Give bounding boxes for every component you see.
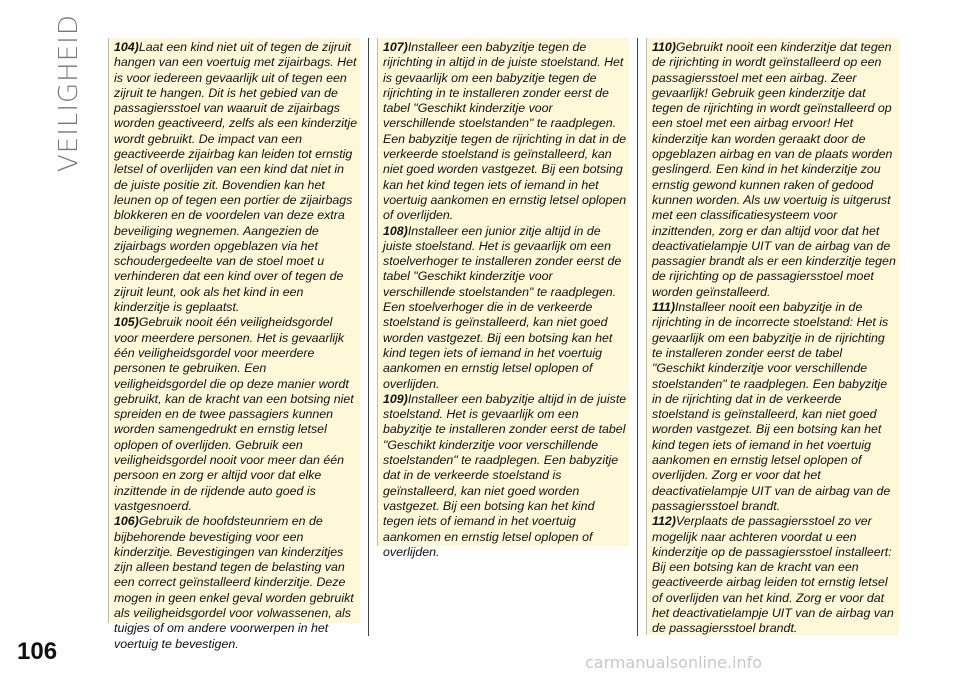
text-column-2: [383, 40, 628, 560]
warning-text: Verplaats de passagiersstoel zo ver mogelijk naar achteren voordat u een kinderzitje op de passagiersstoel installeert: Bij een botsing kan de kracht van een geactiveerde airbag leiden tot ernstig letsel of overlijden van het kind. Zorg er voor dat het deactivatielampje UIT van de airbag van de passagiersstoel brandt.: [652, 514, 894, 636]
warning-text: Installeer nooit een babyzitje in de rijrichting in de incorrecte stoelstand: Het is gevaarlijk om een babyzitje in de rijrichting te installeren zonder eerst de tabel "Geschikt kinderzitje voor verschillende stoelstanden" te raadplegen. Een babyzitje in de rijrichting dat in de verkeerde stoelstand is geïnstalleerd, kan niet goed worden vastgezet. Bij een botsing kan het kind tegen iets of iemand in het voertuig aankomen en ernstig letsel oplopen of overlijden. Zorg er voor dat het deactivatielampje UIT van de airbag van de passagiersstoel brandt.: [652, 300, 891, 513]
warning-number: 105): [114, 315, 139, 330]
warning-number: 110): [652, 40, 676, 54]
text-column-3: [652, 40, 898, 637]
warning-text: Gebruikt nooit een kinderzitje dat tegen de rijrichting in wordt geïnstalleerd op een passagiersstoel met een airbag. Zeer gevaarlijk! Gebruik geen kinderzitje dat tegen de rijrichting in wordt geïnstalleerd op een stoel met een airbag ervoor! Het kinderzitje kan worden geraakt door de opgeblazen airbag en van de plaats worden geslingerd. Een kind in het kinderzitje zou ernstig gewond kunnen raken of gedood kunnen worden. Als uw voertuig is uitgerust met een classificatiesysteem voor inzittenden, zorg er dan altijd voor dat het deactivatielampje UIT van de airbag van de passagier brandt als er een kinderzitje tegen de rijrichting op de passagiersstoel moet worden geïnstalleerd.: [652, 40, 896, 299]
warning-text: Laat een kind niet uit of tegen de zijruit hangen van een voertuig met zijairbags. Het is voor iedereen gevaarlijk uit of tegen een zijruit te hangen. Dit is het gebied van de passagiersstoel van waaruit de zijairbags worden geactiveerd, zelfs als een kinderzitje wordt gebruikt. De impact van een geactiveerde zijairbag kan leiden tot ernstig letsel of overlijden van een kind dat niet in de juiste positie zit. Bovendien kan het leunen op of tegen een portier de zijairbags blokkeren en de voordelen van deze extra beveiliging wegnemen. Aangezien de zijairbags worden opgeblazen via het schoudergedeelte van de stoel moet u verhinderen dat een kind over of tegen de zijruit leunt, ook als het kind in een kinderzitje is geplaatst.: [114, 40, 358, 315]
column-divider: [368, 38, 369, 636]
warning-item: [114, 40, 359, 315]
section-side-title: VEILIGHEID: [54, 14, 84, 172]
warning-text: Installeer een babyzitje altijd in de juiste stoelstand. Het is gevaarlijk om een babyzitje te installeren zonder eerst de tabel "Geschikt kinderzitje voor verschillende stoelstanden" te raadplegen. Een babyzitje dat in de verkeerde stoelstand is geïnstalleerd, kan niet goed worden vastgezet. Bij een botsing kan het kind tegen iets of iemand in het voertuig aankomen en ernstig letsel oplopen of overlijden.: [383, 391, 627, 559]
warning-text: Installeer een junior zitje altijd in de juiste stoelstand. Het is gevaarlijk om een stoelverhoger te installeren zonder eerst de tabel "Geschikt kinderzitje voor verschillende stoelstanden" te raadplegen. Een stoelverhoger die in de verkeerde stoelstand is geïnstalleerd, kan niet goed worden vastgezet. Bij een botsing kan het kind tegen iets of iemand in het voertuig aankomen en ernstig letsel oplopen of overlijden.: [383, 223, 622, 391]
warning-item: [652, 40, 898, 300]
text-column-1: [114, 40, 359, 652]
warning-text: Installeer een babyzitje tegen de rijrichting in altijd in de juiste stoelstand. Het is gevaarlijk om een babyzitje tegen de rijrichting in te installeren zonder eerst de tabel "Geschikt kinderzitje voor verschillende stoelstanden" te raadplegen. Een babyzitje tegen de rijrichting in dat in de verkeerde stoelstand is geïnstalleerd, kan niet goed worden vastgezet. Bij een botsing kan het kind tegen iets of iemand in het voertuig aankomen en ernstig letsel oplopen of overlijden.: [383, 40, 627, 223]
warning-number: 111): [652, 300, 675, 315]
warning-number: 108): [383, 223, 408, 238]
warning-text: Gebruik de hoofdsteunriem en de bijbehorende bevestiging voor een kinderzitje. Bevestigingen van kinderzitjes zijn alleen bestand tegen de belasting van een correct geïnstalleerd kinderzitje. Deze mogen in geen enkel geval worden gebruikt als veiligheidsgordel voor volwassenen, als tuigjes of om andere voorwerpen in het voertuig te bevestigen.: [114, 514, 354, 651]
warning-item: [652, 300, 898, 514]
watermark: carmanualsonline.info: [585, 653, 763, 672]
page-number: 106: [17, 638, 58, 665]
warning-item: [383, 392, 628, 560]
warning-item: [114, 514, 359, 652]
warning-text: Gebruik nooit één veiligheidsgordel voor meerdere personen. Het is gevaarlijk één veiligheidsgordel voor meerdere personen te gebruiken. Een veiligheidsgordel die op deze manier wordt gebruikt, kan de kracht van een botsing niet spreiden en de twee passagiers kunnen worden samengedrukt en ernstig letsel oplopen of overlijden. Gebruik een veiligheidsgordel nooit voor meer dan één persoon en zorg er altijd voor dat elke inzittende in de rijdende auto goed is vastgesnoerd.: [114, 315, 354, 513]
warning-number: 104): [114, 40, 139, 54]
warning-item: [383, 224, 628, 392]
warning-number: 107): [383, 40, 408, 54]
warning-number: 112): [652, 514, 676, 529]
column-divider: [637, 38, 638, 636]
warning-number: 106): [114, 514, 139, 529]
warning-item: [383, 40, 628, 224]
warning-item: [652, 514, 898, 636]
warning-number: 109): [383, 391, 408, 406]
warning-item: [114, 315, 359, 514]
